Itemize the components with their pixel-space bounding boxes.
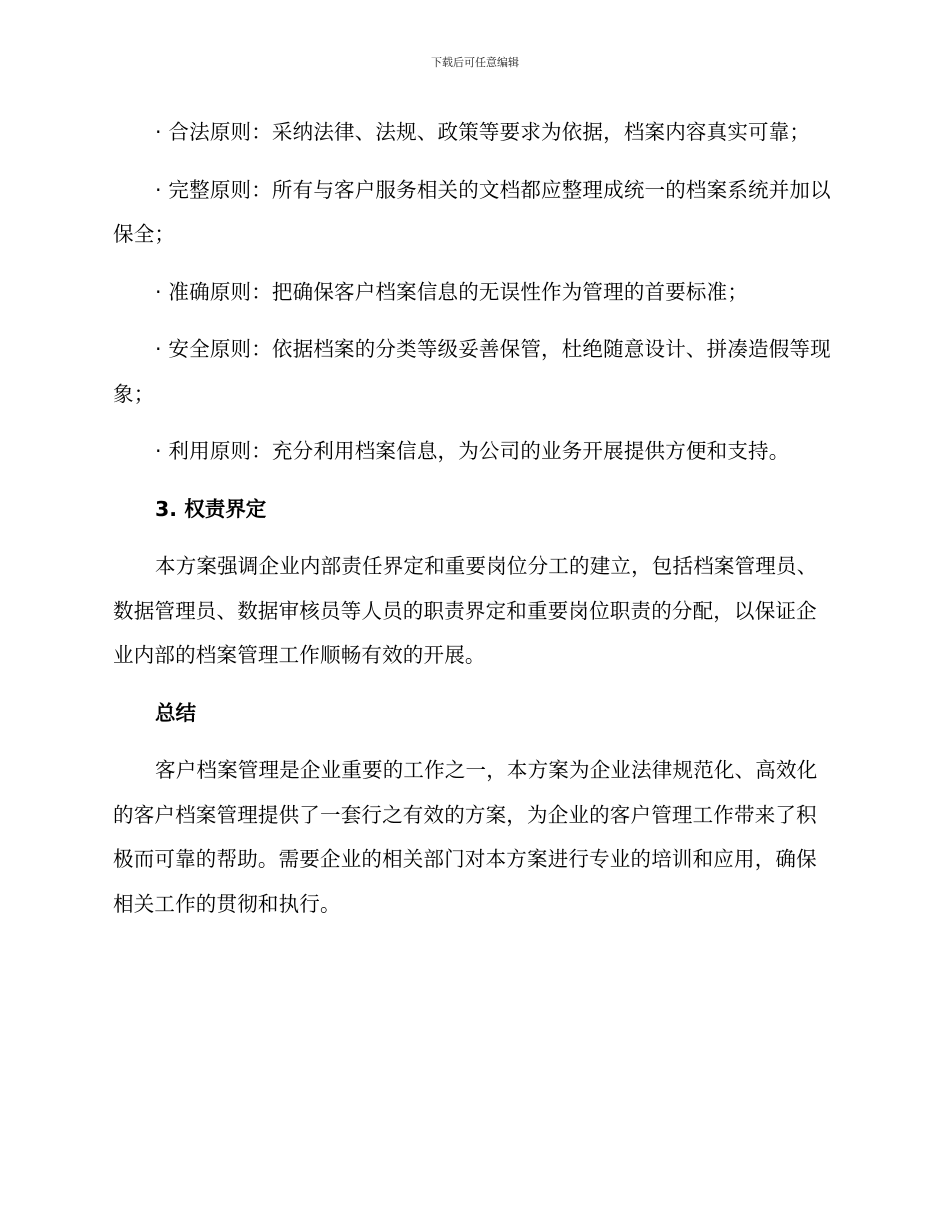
bullet-legal: · 合法原则：采纳法律、法规、政策等要求为依据，档案内容真实可靠； [155, 120, 811, 144]
bullet-accurate: · 准确原则：把确保客户档案信息的无误性作为管理的首要标准； [155, 279, 749, 304]
document-body [113, 110, 835, 926]
header-note: 下载后可任意编辑 [431, 56, 519, 69]
section-heading-summary: 总结 [155, 700, 196, 725]
section-heading-responsibility: 3. 权责界定 [155, 496, 267, 521]
section-paragraph-responsibility: 本方案强调企业内部责任界定和重要岗位分工的建立，包括档案管理员、数据管理员、数据审核员等人员的职责界定和重要岗位职责的分配，以保证企业内部的档案管理工作顺畅有效的开展。 [113, 554, 818, 667]
bullet-security: · 安全原则：依据档案的分类等级妥善保管，杜绝随意设计、拼凑造假等现象； [113, 337, 831, 406]
bullet-utilize: · 利用原则：充分利用档案信息，为公司的业务开展提供方便和支持。 [155, 439, 790, 463]
section-paragraph-summary: 客户档案管理是企业重要的工作之一，本方案为企业法律规范化、高效化的客户档案管理提供了一套行之有效的方案，为企业的客户管理工作带来了积极而可靠的帮助。需要企业的相关部门对本方案进行专业的培训和应用，确保相关工作的贯彻和执行。 [113, 758, 818, 916]
bullet-complete: · 完整原则：所有与客户服务相关的文档都应整理成统一的档案系统并加以保全； [113, 177, 831, 246]
